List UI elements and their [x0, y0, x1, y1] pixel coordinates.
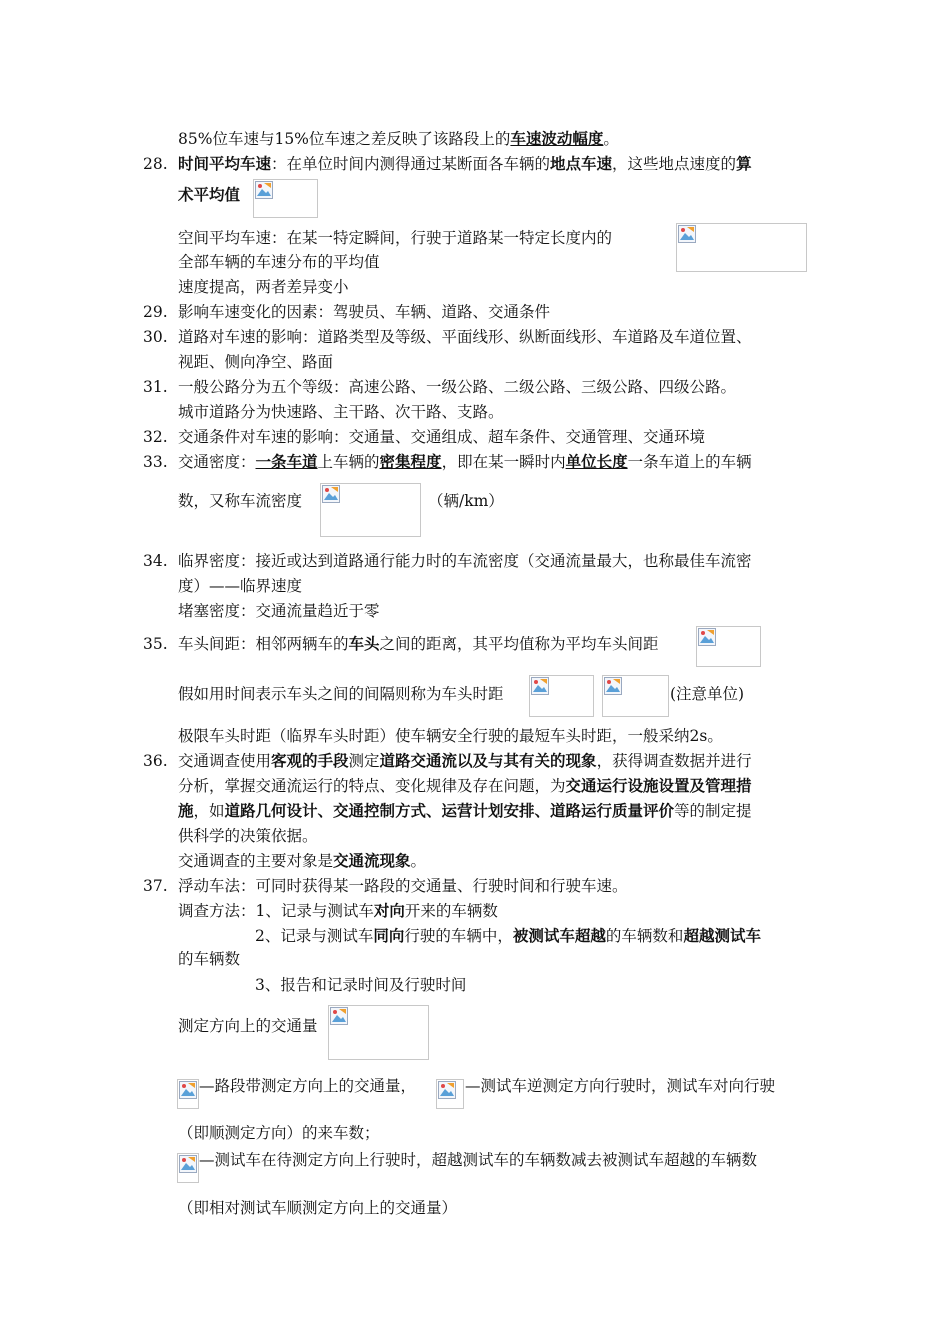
item-36-line-4: 供科学的决策依据。: [178, 827, 318, 845]
broken-image-icon: [330, 1007, 348, 1025]
term-density-degree: 密集程度: [379, 452, 442, 471]
unit-note: (注意单位): [670, 685, 745, 703]
text: 交通调查的主要对象是: [178, 852, 334, 870]
term-time-mean-speed: 时间平均车速: [178, 154, 272, 173]
text: 客观的手段: [271, 751, 349, 770]
text: 同向: [373, 926, 405, 945]
broken-image-icon: [322, 485, 340, 503]
item-37-line-8: （即顺测定方向）的来车数；: [178, 1124, 380, 1142]
text: 速度提高，两者差异变小: [178, 278, 349, 296]
item-36-line-3: [178, 800, 752, 822]
item-28-line-4: [178, 251, 380, 273]
item-number-32: 32.: [143, 428, 168, 446]
item-34-line-3: 堵塞密度：交通流量趋近于零: [178, 602, 380, 620]
item-30-line-1: 道路对车速的影响：道路类型及等级、平面线形、纵断面线形、车道路及车道位置、: [178, 328, 752, 346]
item-37-line-2: [178, 900, 498, 922]
formula-image-placeholder: [328, 1005, 429, 1060]
item-37-line-4: 的车辆数: [178, 950, 241, 968]
text: 交通运行设施设置及管理措: [565, 776, 752, 795]
text: ，获得调查数据并进行: [596, 752, 752, 770]
text: 。: [603, 130, 619, 148]
item-30-line-2: 视距、侧向净空、路面: [178, 353, 334, 371]
item-number-29: 29.: [143, 303, 168, 321]
text: 对向: [373, 901, 405, 920]
formula-image-placeholder: [320, 483, 421, 537]
broken-image-icon: [531, 677, 549, 695]
item-34-line-2: 度）——临界速度: [178, 577, 303, 595]
broken-image-icon: [604, 677, 622, 695]
item-36-line-2: [178, 775, 752, 797]
item-37-line-5: 3、报告和记录时间及行驶时间: [255, 976, 467, 994]
formula-image-placeholder: [253, 179, 318, 218]
formula-image-placeholder: [436, 1079, 464, 1109]
term-vehicle-head: 车头: [348, 634, 380, 653]
item-34-line-1: 临界密度：接近或达到道路通行能力时的车流密度（交通流量最大，也称最佳车流密: [178, 552, 752, 570]
item-37-line-3: [255, 925, 761, 947]
item-37-line-10: （即相对测试车顺测定方向上的交通量）: [178, 1199, 458, 1217]
item-number-35: 35.: [143, 635, 168, 653]
text: 算: [736, 154, 752, 173]
text: 车头间距：相邻两辆车的: [178, 635, 349, 653]
text: 交通调查使用: [178, 752, 272, 770]
text: 的车辆数和: [605, 927, 684, 945]
term-spot-speed: 地点车速: [550, 154, 613, 173]
broken-image-icon: [179, 1155, 197, 1173]
text: 全部车辆的车速分布的平均值: [178, 253, 380, 271]
text: 道路几何设计、交通控制方式、运营计划安排、道路运行质量评价: [224, 801, 675, 820]
item-37-line-7b: —测试车逆测定方向行驶时，测试车对向行驶: [465, 1077, 776, 1095]
intro-line: [178, 128, 619, 150]
text: 被测试车超越: [512, 926, 606, 945]
item-36-line-1: [178, 750, 752, 772]
formula-image-placeholder: [602, 675, 669, 717]
item-35-line-1: [178, 633, 659, 655]
item-37-line-7a: —路段带测定方向上的交通量，: [199, 1077, 417, 1095]
text: 开来的车辆数: [404, 902, 498, 920]
item-28-line-3: [178, 227, 612, 249]
item-33-line-1: [178, 451, 752, 473]
broken-image-icon: [678, 225, 696, 243]
text: 交通流现象: [333, 851, 411, 870]
text: 一条车道上的车辆: [627, 453, 752, 471]
broken-image-icon: [438, 1081, 456, 1099]
text: 交通密度：: [178, 453, 256, 471]
text: 空间平均车速：在某一特定瞬间，行驶于道路某一特定长度内的: [178, 229, 613, 247]
item-37-line-1: 浮动车法：可同时获得某一路段的交通量、行驶时间和行驶车速。: [178, 877, 628, 895]
item-37-line-9: —测试车在待测定方向上行驶时，超越测试车的车辆数减去被测试车超越的车辆数: [199, 1151, 758, 1169]
formula-image-placeholder: [676, 223, 807, 272]
broken-image-icon: [698, 628, 716, 646]
text: 85%位车速与15%位车速之差反映了该路段上的: [178, 130, 511, 148]
item-number-31: 31.: [143, 378, 168, 396]
item-35-line-2: 假如用时间表示车头之间的间隔则称为车头时距: [178, 685, 504, 703]
text: 超越测试车: [683, 926, 761, 945]
item-32-line: 交通条件对车速的影响：交通量、交通组成、超车条件、交通管理、交通环境: [178, 428, 706, 446]
text: 道路交通流以及与其有关的现象: [379, 751, 597, 770]
text: 。: [410, 852, 427, 870]
term-one-lane: 一条车道: [255, 452, 318, 471]
text: 调查方法：1、记录与测试车: [178, 902, 374, 920]
formula-image-placeholder: [529, 675, 594, 717]
term-arithmetic-mean: 术平均值: [178, 185, 241, 204]
formula-image-placeholder: [177, 1079, 199, 1109]
item-28-line-2: [178, 184, 240, 206]
text: 测定: [348, 752, 380, 770]
formula-image-placeholder: [696, 626, 761, 667]
item-number-37: 37.: [143, 877, 168, 895]
item-36-line-5: [178, 850, 426, 872]
text: ，这些地点速度的: [612, 155, 737, 173]
text: ，即在某一瞬时内: [441, 453, 566, 471]
item-29-line: 影响车速变化的因素：驾驶员、车辆、道路、交通条件: [178, 303, 551, 321]
item-number-30: 30.: [143, 328, 168, 346]
item-number-36: 36.: [143, 752, 168, 770]
text: 行驶的车辆中，: [404, 927, 513, 945]
item-35-line-3: 极限车头时距（临界车头时距）使车辆安全行驶的最短车头时距，一般采纳2s。: [178, 727, 723, 745]
text: 施: [178, 801, 194, 820]
text: 2、记录与测试车: [255, 927, 374, 945]
item-number-28: 28.: [143, 155, 168, 173]
item-28-line-5: [178, 276, 349, 298]
item-31-line-1: 一般公路分为五个等级：高速公路、一级公路、二级公路、三级公路、四级公路。: [178, 378, 737, 396]
text: 之间的距离，其平均值称为平均车头间距: [379, 635, 659, 653]
text: 上车辆的: [317, 453, 380, 471]
term-speed-fluctuation: 车速波动幅度: [510, 129, 604, 148]
text: 等的制定提: [674, 802, 752, 820]
term-unit-length: 单位长度: [565, 452, 628, 471]
text: 分析，掌握交通流运行的特点、变化规律及存在问题，为: [178, 777, 566, 795]
broken-image-icon: [179, 1081, 197, 1099]
formula-image-placeholder: [177, 1153, 199, 1183]
item-37-line-6: 测定方向上的交通量: [178, 1017, 318, 1035]
broken-image-icon: [255, 181, 273, 199]
item-31-line-2: 城市道路分为快速路、主干路、次干路、支路。: [178, 403, 504, 421]
item-number-33: 33.: [143, 453, 168, 471]
item-28-line-1: [178, 153, 752, 175]
text: ，如: [193, 802, 225, 820]
item-number-34: 34.: [143, 552, 168, 570]
item-33-line-2: [178, 490, 302, 512]
text: ：在单位时间内测得通过某断面各车辆的: [271, 155, 551, 173]
text: 数，又称车流密度: [178, 492, 303, 510]
density-unit: （辆/km）: [428, 492, 504, 510]
